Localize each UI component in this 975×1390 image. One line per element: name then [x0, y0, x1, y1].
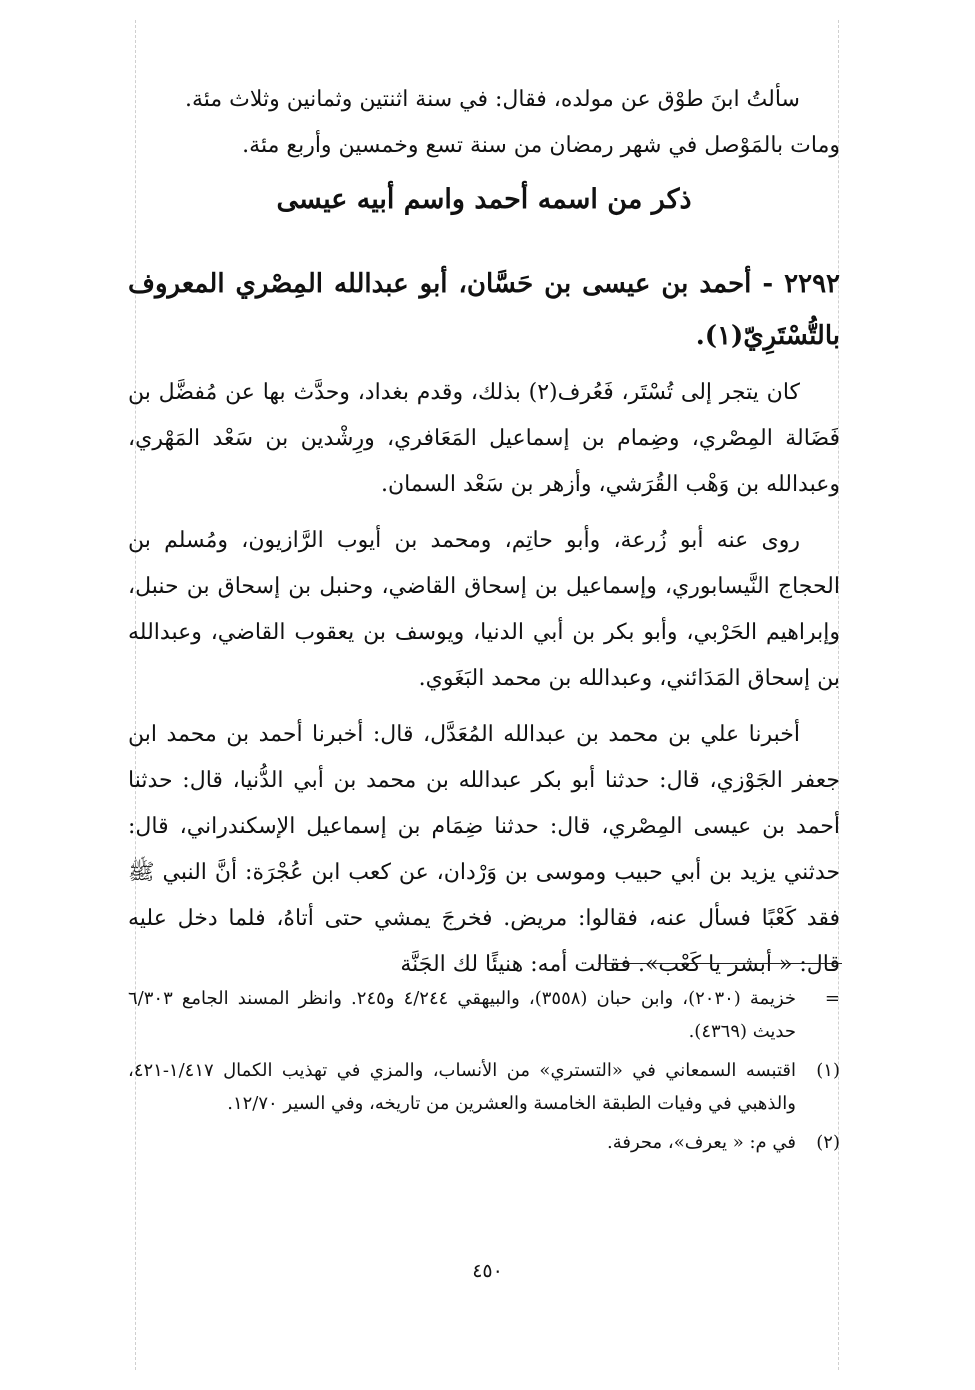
paragraph: روى عنه أبو زُرعة، وأبو حاتِم، ومحمد بن أيوب الرَّازيون، ومُسلم بن الحجاج النَّيسابوري، وإسماعيل بن إسحاق القاضي، وحنبل بن إسحاق بن حنبل، وإبراهيم الحَرْبي، وأبو بكر بن أبي الدنيا، ويوسف بن يعقوب القاضي، وعبدالله بن إسحاق المَدَائني، وعبدالله بن محمد البَغَوي.	[128, 528, 840, 691]
footnote-divider	[598, 963, 842, 964]
footnote-marker: (٢)	[816, 1132, 840, 1153]
text-line: ومات بالمَوْصل في شهر رمضان من سنة تسع وخمسين وأربع مئة.	[242, 133, 840, 158]
body-text	[128, 370, 840, 988]
footnote	[128, 982, 840, 1048]
top-lines	[128, 77, 840, 169]
footnote-text: خزيمة (٢٠٣٠)، وابن حبان (٣٥٥٨)، والبيهقي ٤/٢٤٤ و٢٤٥. وانظر المسند الجامع ٦/٣٠٣ حديث (٤٣٦٩).	[128, 988, 797, 1042]
page-number: ٤٥٠	[472, 1260, 503, 1282]
section-heading: ذكر من اسمه أحمد واسم أبيه عيسى	[276, 184, 692, 215]
footnote-text: اقتبسه السمعاني في «التستري» من الأنساب، والمزي في تهذيب الكمال ١/٤١٧-٤٢١، والذهبي في وفيات الطبقة الخامسة والعشرين من تاريخه، وفي السير ١٢/٧٠.	[128, 1060, 796, 1114]
footnote-text: في م: « يعرف»، محرفة.	[607, 1132, 796, 1153]
paragraph: كان يتجر إلى تُسْتَر، فَعُرف(٢) بذلك، وقدم بغداد، وحدَّث بها عن مُفضَّل بن فَضَالة المِصْري، وضِمام بن إسماعيل المَعَافري، ورِشْدين بن سَعْد المَهْري، وعبدالله بن وَهْب القُرَشي، وأزهر بن سَعْد السمان.	[128, 380, 840, 497]
footnote	[128, 1126, 840, 1159]
footnotes	[128, 982, 840, 1159]
footnote-marker: (١)	[816, 1060, 840, 1081]
entry-title: ٢٢٩٢ - أحمد بن عيسى بن حَسَّان، أبو عبدالله المِصْري المعروف بالتُّسْتَرِيّ(١).	[128, 269, 840, 351]
footnote-marker: =	[824, 988, 840, 1009]
footnote	[128, 1054, 840, 1120]
paragraph: أخبرنا علي بن محمد بن عبدالله المُعَدَّل، قال: أخبرنا أحمد بن محمد ابن جعفر الجَوْزي، قال: حدثنا أبو بكر عبدالله بن محمد بن أبي الدُّنيا، قال: حدثنا أحمد بن عيسى المِصْري، قال: حدثنا ضِمَام بن إسماعيل الإسكندراني، قال: حدثني يزيد بن أبي حبيب وموسى بن وَرْدان، عن كعب ابن عُجْرَة: أنَّ النبي ﷺ فقد كَعْبًا فسأل عنه، فقالوا: مريض. فخرجَ يمشي حتى أتاهُ، فلما دخل عليه قال: « أبشر يا كَعْب». فقالت أمه: هنيئًا لك الجَنَّة	[128, 722, 840, 977]
text-line: سألتُ ابنَ طوْق عن مولده، فقال: في سنة اثنتين وثمانين وثلاث مئة.	[184, 87, 800, 112]
